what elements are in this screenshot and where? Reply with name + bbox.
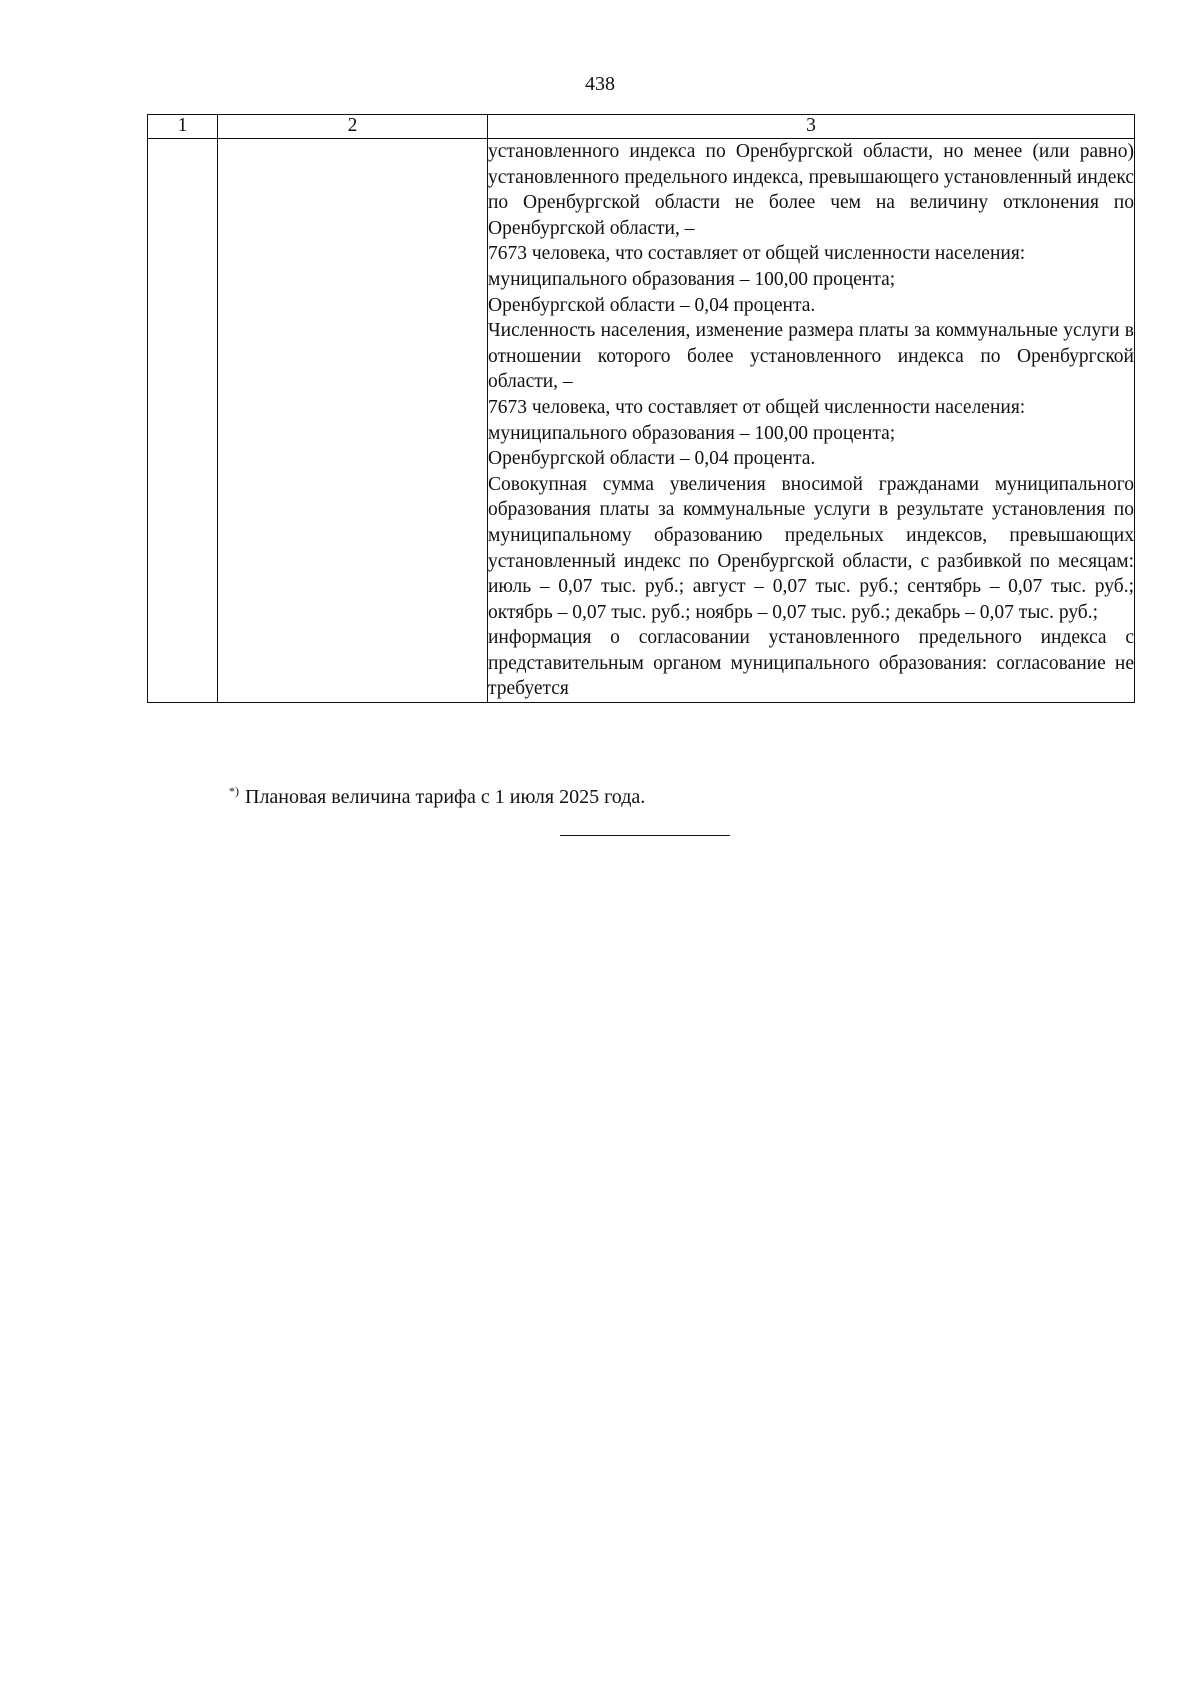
paragraph-municipal-share: муниципального образования – 100,00 процента; xyxy=(488,422,896,444)
cell-col-2 xyxy=(218,139,488,703)
paragraph-threshold-population: установленного индекса по Оренбургской области, но менее (или равно) установленного предельного индекса, превышающего установленный индекс по Оренбургской области не более чем на величину отклонения по Оренбургской области, – xyxy=(488,141,1134,239)
footnote xyxy=(229,779,645,809)
footnote-text: Плановая величина тарифа с 1 июля 2025 года. xyxy=(245,786,646,808)
paragraph-municipal-share: муниципального образования – 100,00 процента; xyxy=(488,268,896,290)
paragraph-regional-share: Оренбургской области – 0,04 процента. xyxy=(488,448,816,470)
paragraph-regional-share: Оренбургской области – 0,04 процента. xyxy=(488,294,816,316)
column-header-2: 2 xyxy=(218,115,488,139)
page-number: 438 xyxy=(585,73,615,95)
paragraph-above-index-population: Численность населения, изменение размера платы за коммунальные услуги в отношении которого более установленного индекса по Оренбургской области, – xyxy=(488,320,1134,393)
paragraph-approval-info: информация о согласовании установленного предельного индекса с представительным органом муниципального образования: согласование не требуется xyxy=(488,627,1134,700)
column-header-3: 3 xyxy=(488,115,1135,139)
cell-col-3 xyxy=(488,139,1135,703)
cell-col-1 xyxy=(148,139,218,703)
paragraph-population-count: 7673 человека, что составляет от общей численности населения: xyxy=(488,243,1026,265)
table-header-row xyxy=(148,115,1135,139)
data-table xyxy=(147,114,1135,703)
table-row xyxy=(148,139,1135,703)
footnote-marker: *) xyxy=(229,784,239,798)
column-header-1: 1 xyxy=(148,115,218,139)
paragraph-population-count: 7673 человека, что составляет от общей численности населения: xyxy=(488,396,1026,418)
paragraph-monthly-increase: Совокупная сумма увеличения вносимой гражданами муниципального образования платы за коммунальные услуги в результате установления по муниципальному образованию предельных индексов, превышающих установленный индекс по Оренбургской области, с разбивкой по месяцам: июль – 0,07 тыс. руб.; август – 0,07 тыс. руб.; сентябрь – 0,07 тыс. руб.; октябрь – 0,07 тыс. руб.; ноябрь – 0,07 тыс. руб.; декабрь – 0,07 тыс. руб.; xyxy=(488,473,1134,623)
end-rule xyxy=(560,835,730,836)
